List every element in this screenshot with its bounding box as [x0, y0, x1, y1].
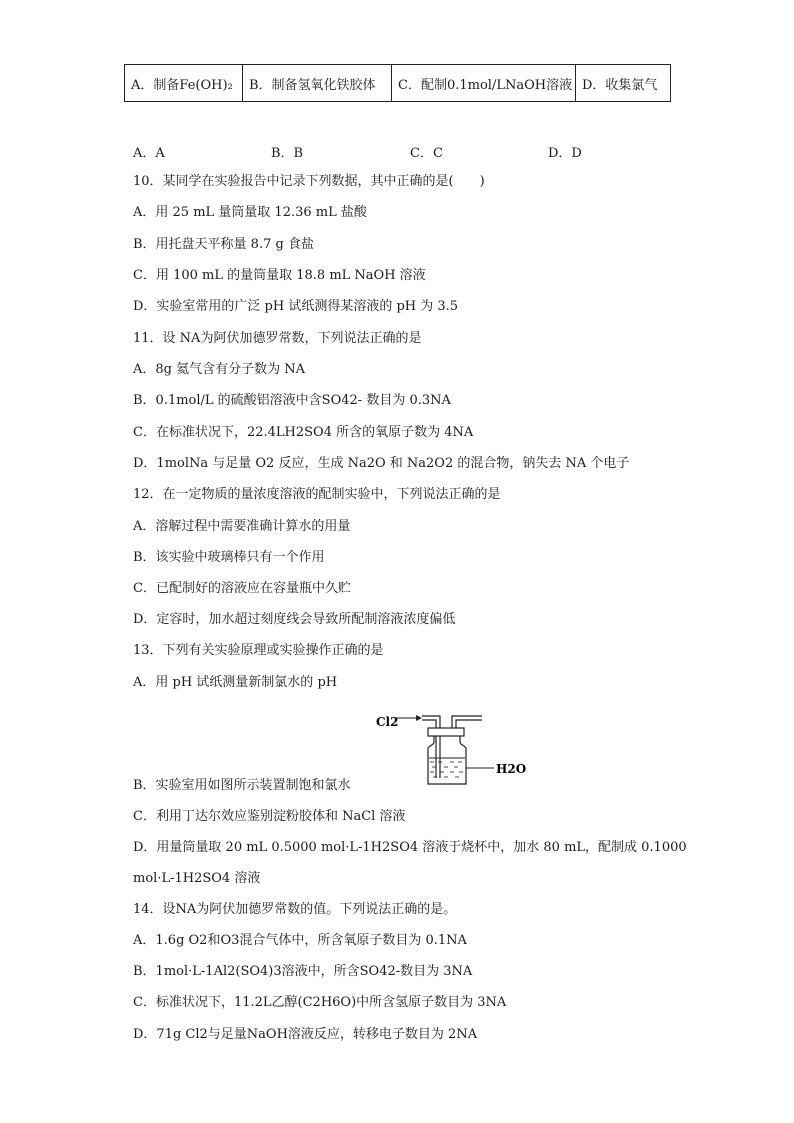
question-11-stem: 11．设 NA为阿伏加德罗常数，下列说法正确的是 — [133, 331, 422, 346]
choice-c: C．C — [410, 146, 443, 161]
table-cell-a: A．制备Fe(OH)₂ — [125, 65, 243, 102]
question-14-option-b: B．1mol·L-1Al2(SO4)3溶液中，所含SO42-数目为 3NA — [133, 964, 473, 979]
table-cell-b: B．制备氢氧化铁胶体 — [243, 65, 392, 102]
question-12-option-b: B．该实验中玻璃棒只有一个作用 — [133, 550, 325, 565]
question-11-option-c: C．在标准状况下，22.4LH2SO4 所含的氧原子数为 4NA — [133, 425, 474, 440]
answer-choices — [133, 142, 693, 160]
choice-b: B．B — [271, 146, 304, 161]
question-13-option-d-line1: D．用量筒量取 20 mL 0.5000 mol·L-1H2SO4 溶液于烧杯中，加水 80 mL，配制成 0.1000 — [133, 840, 687, 855]
liquid-hatching — [430, 762, 463, 777]
question-10-option-a: A．用 25 mL 量筒量取 12.36 mL 盐酸 — [133, 205, 367, 220]
question-10-option-b: B．用托盘天平称量 8.7 g 食盐 — [133, 237, 314, 252]
question-11-option-d: D．1molNa 与足量 O2 反应，生成 Na2O 和 Na2O2 的混合物，钠失去 NA 个电子 — [133, 456, 630, 471]
question-14-stem: 14．设NA为阿伏加德罗常数的值。下列说法正确的是。 — [133, 902, 457, 917]
gas-washing-bottle-figure — [372, 706, 532, 786]
question-12-option-d: D．定容时，加水超过刻度线会导致所配制溶液浓度偏低 — [133, 612, 456, 627]
inlet-tube — [422, 716, 440, 778]
options-table — [124, 64, 671, 102]
h2o-label: H2O — [496, 762, 527, 776]
cl2-arrowhead — [416, 715, 422, 721]
question-12-option-c: C．已配制好的溶液应在容量瓶中久贮 — [133, 581, 351, 596]
question-13-option-c: C．利用丁达尔效应鉴别淀粉胶体和 NaCl 溶液 — [133, 809, 406, 824]
stopper — [428, 728, 464, 736]
question-14-option-c: C．标准状况下，11.2L乙醇(C2H6O)中所含氢原子数目为 3NA — [133, 995, 507, 1010]
question-12-option-a: A．溶解过程中需要准确计算水的用量 — [133, 519, 351, 534]
question-14-option-a: A．1.6g O2和O3混合气体中，所含氧原子数目为 0.1NA — [133, 933, 467, 948]
question-11-option-b: B．0.1mol/L 的硫酸铝溶液中含SO42- 数目为 0.3NA — [133, 393, 451, 408]
question-11-option-a: A．8g 氦气含有分子数为 NA — [133, 362, 306, 377]
table-cell-d: D．收集氯气 — [576, 65, 671, 102]
question-12-stem: 12．在一定物质的量浓度溶液的配制实验中，下列说法正确的是 — [133, 487, 501, 502]
choice-a: A．A — [133, 146, 165, 161]
question-10-stem: 10．某同学在实验报告中记录下列数据，其中正确的是( ) — [133, 174, 485, 189]
cl2-label: Cl2 — [376, 715, 399, 729]
question-13-option-d-line2: mol·L-1H2SO4 溶液 — [133, 871, 261, 886]
table-cell-c: C．配制0.1mol/LNaOH溶液 — [392, 65, 576, 102]
question-10-option-c: C．用 100 mL 的量筒量取 18.8 mL NaOH 溶液 — [133, 268, 426, 283]
question-14-option-d: D．71g Cl2与足量NaOH溶液反应，转移电子数目为 2NA — [133, 1027, 478, 1042]
question-13-option-b: B．实验室用如图所示装置制饱和氯水 — [133, 778, 351, 793]
question-13-stem: 13．下列有关实验原理或实验操作正确的是 — [133, 643, 384, 658]
choice-d: D．D — [548, 146, 582, 161]
question-10-option-d: D．实验室常用的广泛 pH 试纸测得某溶液的 pH 为 3.5 — [133, 299, 459, 314]
question-13-option-a: A．用 pH 试纸测量新制氯水的 pH — [133, 675, 338, 690]
